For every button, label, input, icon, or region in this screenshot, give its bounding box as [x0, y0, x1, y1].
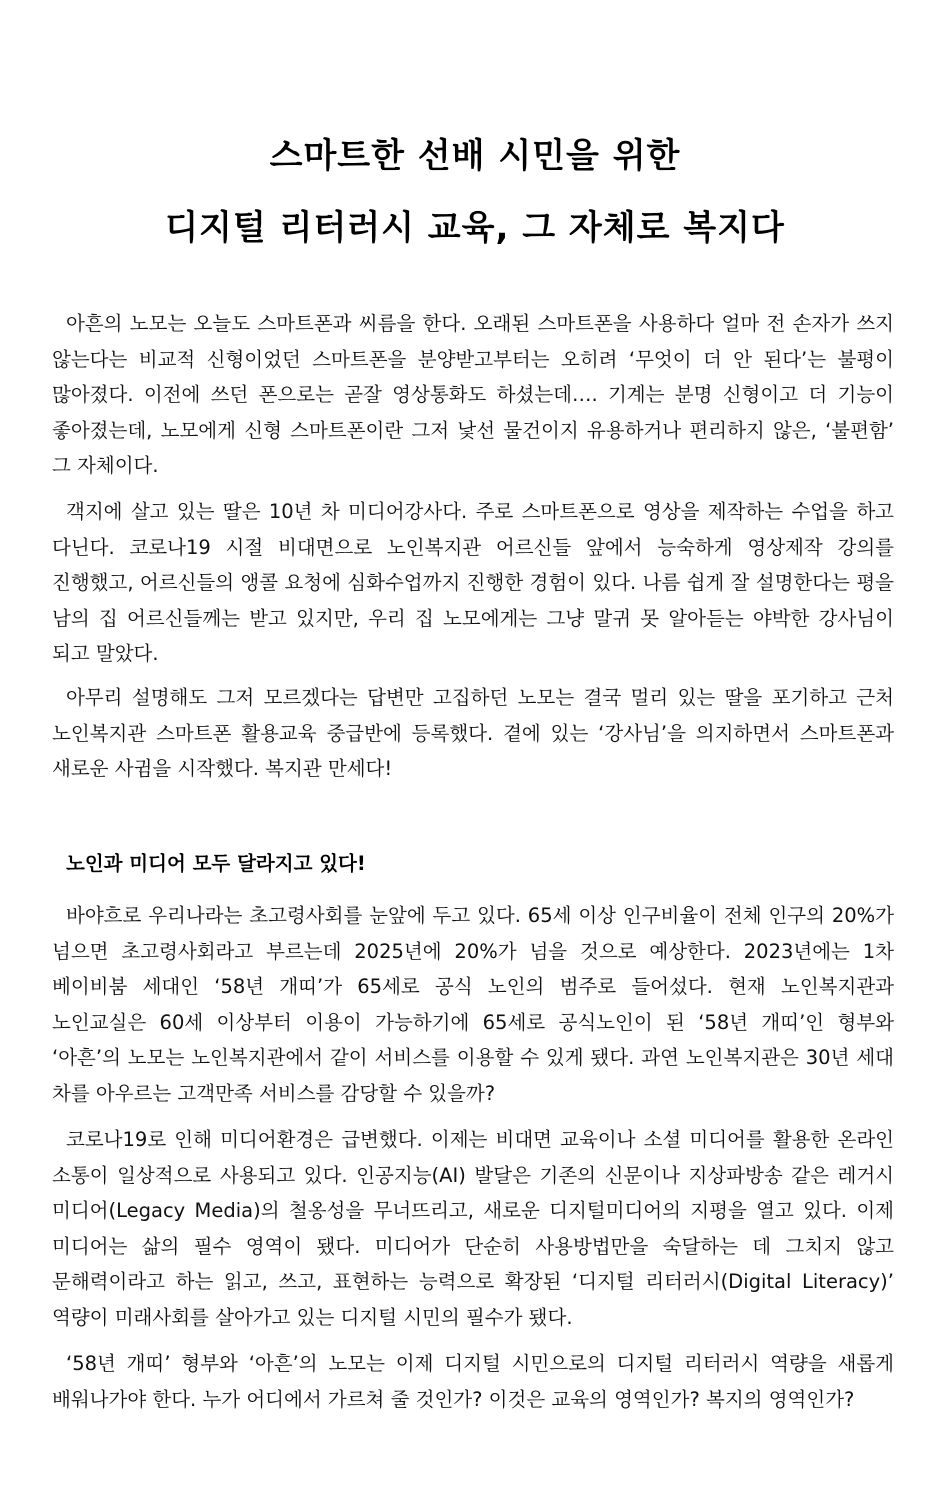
body-paragraph: 아흔의 노모는 오늘도 스마트폰과 씨름을 한다. 오래된 스마트폰을 사용하다 얼마 전 손자가 쓰지 않는다는 비교적 신형이었던 스마트폰을 분양받고부터는 오히려 ‘무엇이 더 안 된다’는 불평이 많아졌다. 이전에 쓰던 폰으로는 곧잘 영상통화도 하셨는데…. 기계는 분명 신형이고 더 기능이 좋아졌는데, 노모에게 신형 스마트폰이란 그저 낯선 물건이지 유용하거나 편리하지 않은, ‘불편함’ 그 자체이다.: [52, 312, 894, 478]
title-line-1: 스마트한 선배 시민을 위한: [269, 136, 681, 176]
body-paragraph: 아무리 설명해도 그저 모르겠다는 답변만 고집하던 노모는 결국 멀리 있는 딸을 포기하고 근처 노인복지관 스마트폰 활용교육 중급반에 등록했다. 곁에 있는 ‘강사님’을 의지하면서 스마트폰과 새로운 사귐을 시작했다. 복지관 만세다!: [52, 686, 894, 781]
section-paragraph: 코로나19로 인해 미디어환경은 급변했다. 이제는 비대면 교육이나 소셜 미디어를 활용한 온라인 소통이 일상적으로 사용되고 있다. 인공지능(AI) 발달은 기존의 신문이나 지상파방송 같은 레거시 미디어(Legacy Media)의 철옹성을 무너뜨리고, 새로운 디지털미디어의 지평을 열고 있다. 이제 미디어는 삶의 필수 영역이 됐다. 미디어가 단순히 사용방법만을 숙달하는 데 그치지 않고 문해력이라고 하는 읽고, 쓰고, 표현하는 능력으로 확장된 ‘디지털 리터러시(Digital Literacy)’ 역량이 미래사회를 살아가고 있는 디지털 시민의 필수가 됐다.: [52, 1128, 894, 1329]
section-paragraph: 바야흐로 우리나라는 초고령사회를 눈앞에 두고 있다. 65세 이상 인구비율이 전체 인구의 20%가 넘으면 초고령사회라고 부르는데 2025년에 20%가 넘을 것으로 예상한다. 2023년에는 1차 베이비붐 세대인 ‘58년 개띠’가 65세로 공식 노인의 범주로 들어섰다. 현재 노인복지관과 노인교실은 60세 이상부터 이용이 가능하기에 65세로 공식노인이 된 ‘58년 개띠’인 형부와 ‘아흔’의 노모는 노인복지관에서 같이 서비스를 이용할 수 있게 됐다. 과연 노인복지관은 30년 세대 차를 아우르는 고객만족 서비스를 감당할 수 있을까?: [52, 904, 894, 1105]
section-paragraph: ‘58년 개띠’ 형부와 ‘아흔’의 노모는 이제 디지털 시민으로의 디지털 리터러시 역량을 새롭게 배워나가야 한다. 누가 어디에서 가르쳐 줄 것인가? 이것은 교육의 영역인가? 복지의 영역인가?: [52, 1352, 894, 1411]
section-heading: 노인과 미디어 모두 달라지고 있다!: [66, 852, 366, 875]
body-paragraph: 객지에 살고 있는 딸은 10년 차 미디어강사다. 주로 스마트폰으로 영상을 제작하는 수업을 하고 다닌다. 코로나19 시절 비대면으로 노인복지관 어르신들 앞에서 능숙하게 영상제작 강의를 진행했고, 어르신들의 앵콜 요청에 심화수업까지 진행한 경험이 있다. 나름 쉽게 잘 설명한다는 평을 남의 집 어르신들께는 받고 있지만, 우리 집 노모에게는 그냥 말귀 못 알아듣는 야박한 강사님이 되고 말았다.: [52, 500, 894, 666]
title-line-2: 디지털 리터러시 교육, 그 자체로 복지다: [165, 208, 785, 248]
